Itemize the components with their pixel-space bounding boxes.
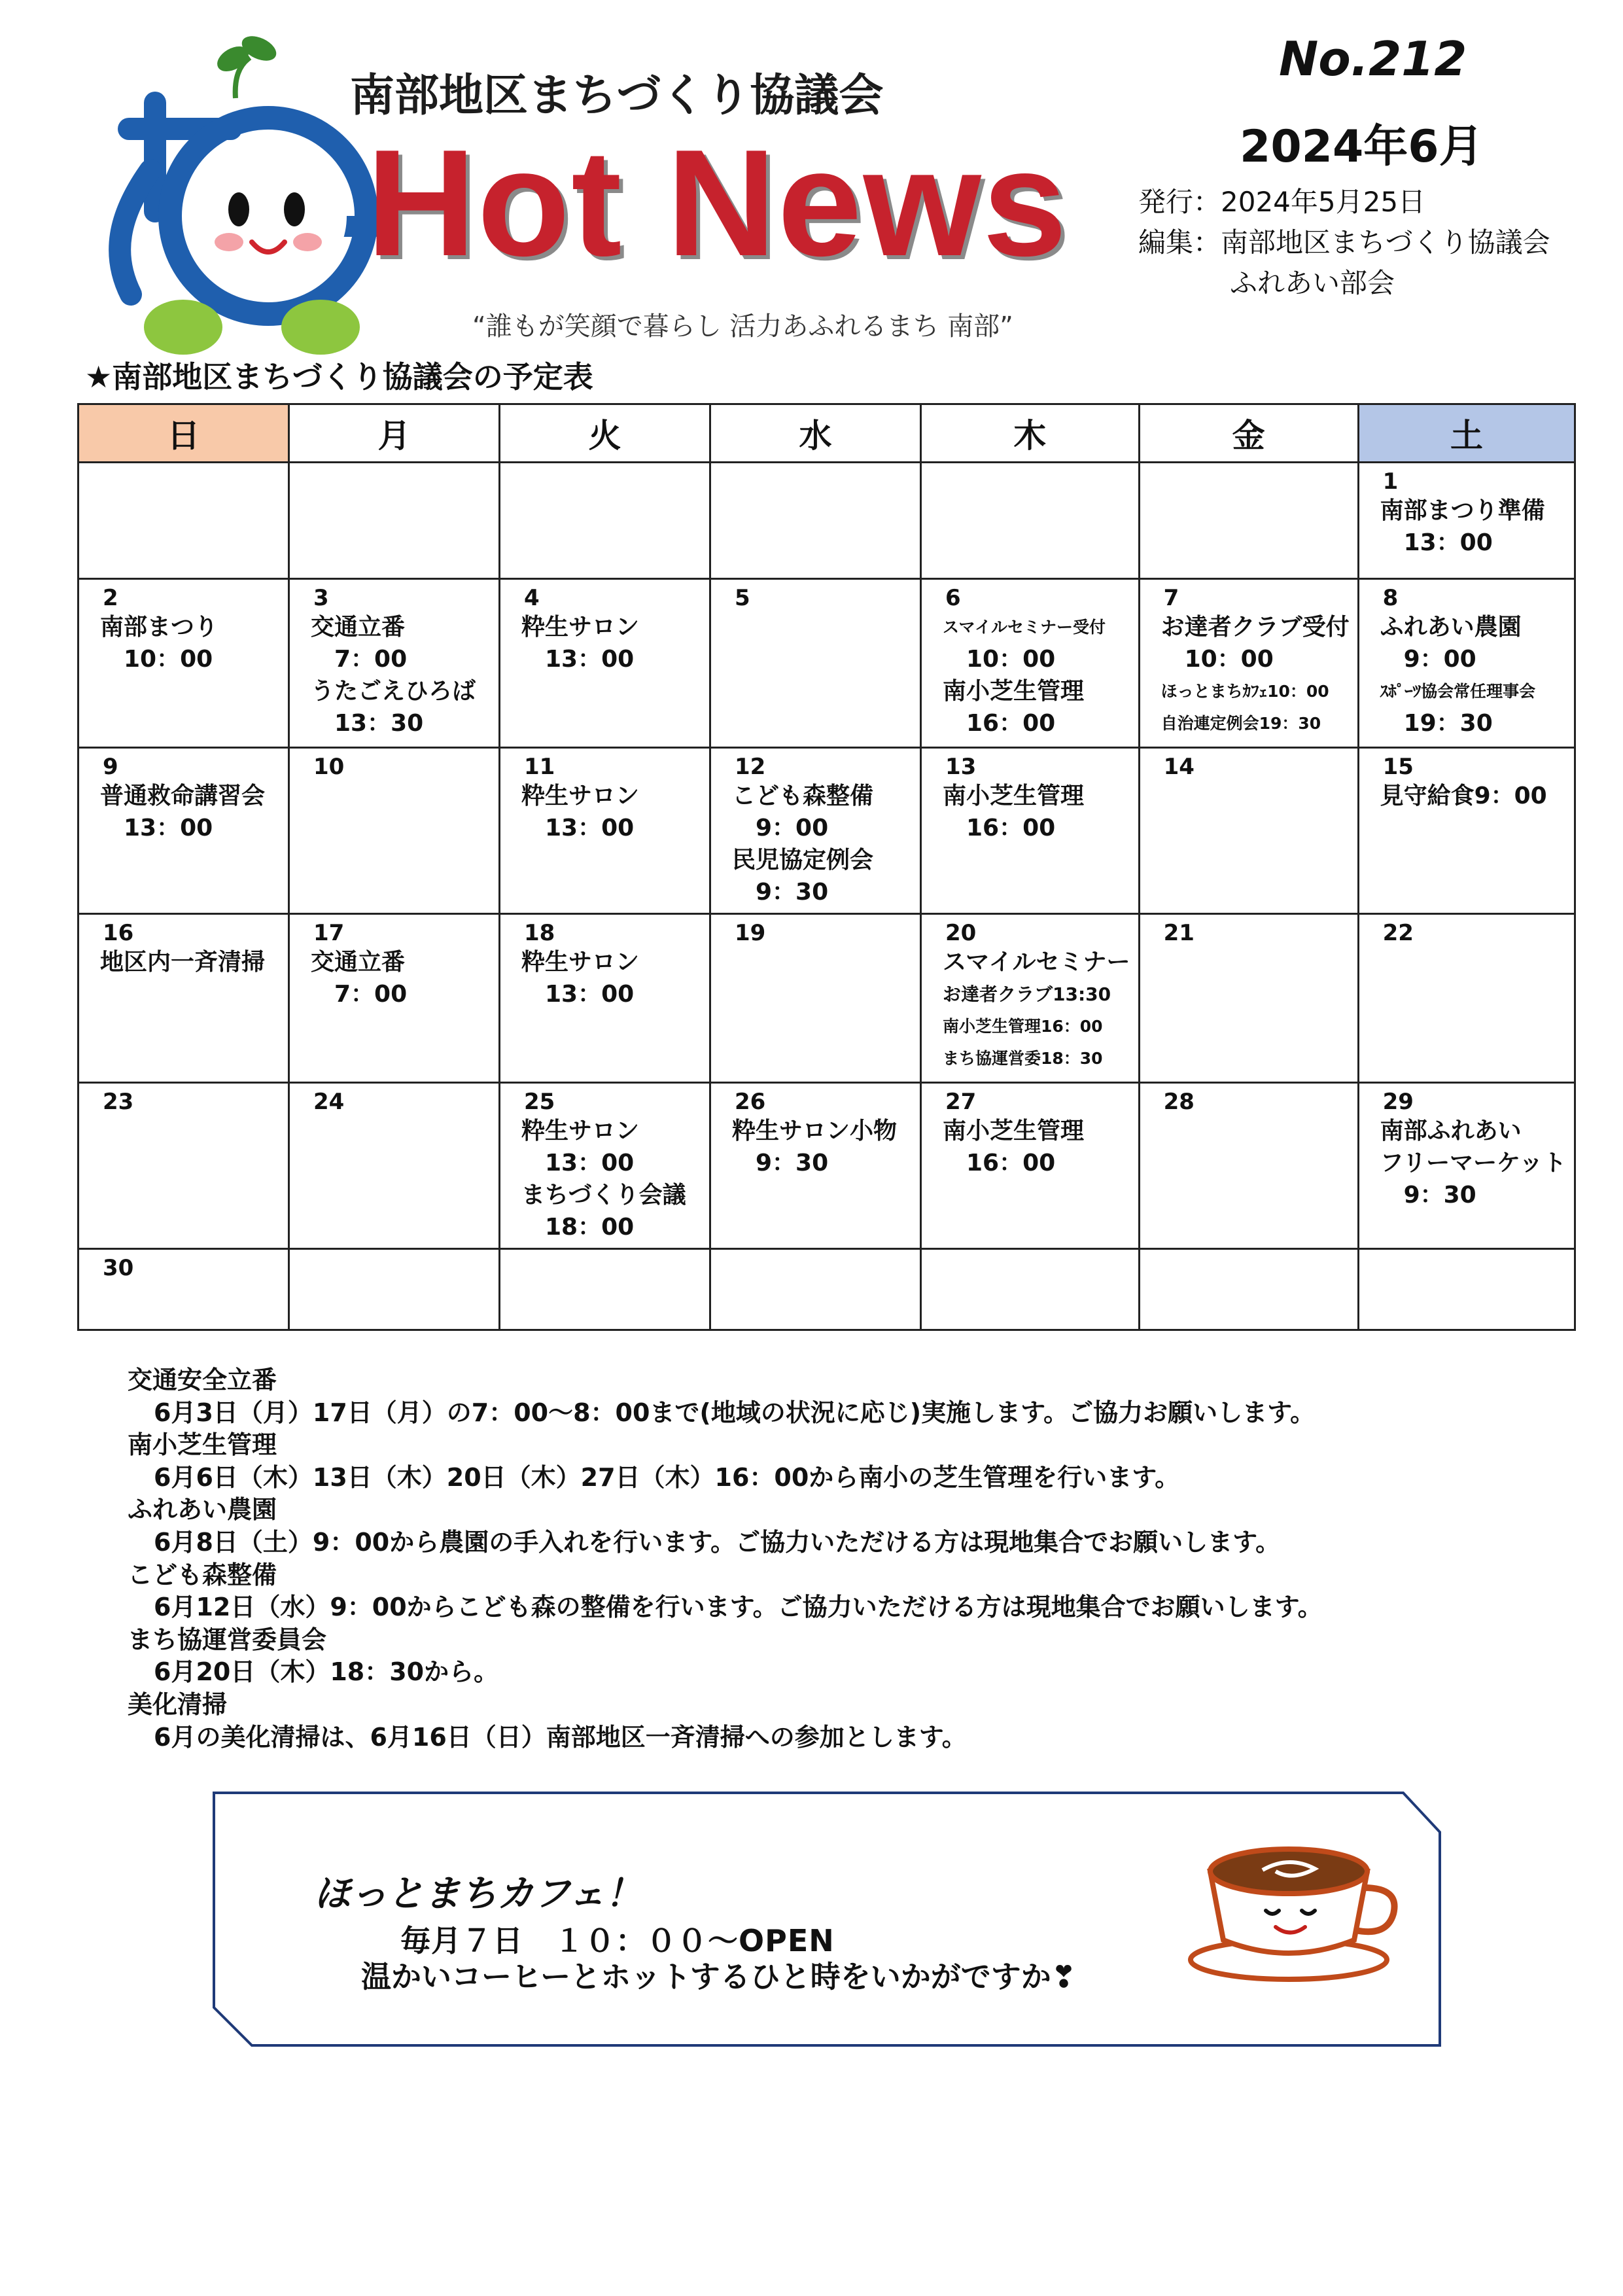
calendar-cell-content <box>711 915 920 946</box>
calendar-day-cell <box>79 579 289 748</box>
calendar-event: まち協運営委18：30 <box>943 1049 1103 1068</box>
calendar-cell-content <box>79 915 288 978</box>
calendar-day-cell <box>500 914 710 1083</box>
calendar-cell-content <box>1140 1250 1357 1255</box>
calendar-event: 南小芝生管理 <box>943 1118 1085 1144</box>
calendar-event: まちづくり会議 <box>521 1182 686 1209</box>
calendar-cell-content <box>79 1250 288 1281</box>
calendar-day-cell <box>79 914 289 1083</box>
calendar-cell-content <box>922 1084 1138 1179</box>
calendar-day-cell <box>1358 748 1575 914</box>
note-detail: 6月20日（木）18：30から。 <box>154 1657 499 1687</box>
calendar-event: 9：00 <box>756 815 829 841</box>
day-number: 2 <box>103 585 118 611</box>
calendar-cell-content <box>500 749 709 844</box>
calendar-day-cell <box>79 748 289 914</box>
calendar-event: 南小芝生管理16：00 <box>943 1017 1103 1036</box>
calendar-event: 10：00 <box>966 646 1056 673</box>
calendar-event: フリーマーケット <box>1380 1150 1567 1176</box>
calendar-week-row <box>79 1083 1575 1249</box>
calendar-event: 9：00 <box>1403 646 1476 673</box>
note-detail: 6月8日（土）9：00から農園の手入れを行います。ご協力いただける方は現地集合でお願いします。 <box>154 1527 1281 1557</box>
schedule-heading: ★南部地区まちづくり協議会の予定表 <box>85 359 593 395</box>
calendar-week-row <box>79 579 1575 748</box>
day-number: 25 <box>524 1089 555 1115</box>
day-number: 5 <box>735 585 750 611</box>
calendar-day-cell <box>921 1249 1140 1330</box>
calendar-cell-content <box>1359 1084 1575 1211</box>
calendar-cell-content <box>500 1084 709 1243</box>
note-detail: 6月6日（木）13日（木）20日（木）27日（木）16：00から南小の芝生管理を行います。 <box>154 1462 1180 1492</box>
day-number: 28 <box>1163 1089 1195 1115</box>
calendar-event: 9：30 <box>756 1150 829 1176</box>
calendar-day-cell <box>710 463 921 579</box>
calendar-cell-content <box>290 915 498 1010</box>
note-title: まち協運営委員会 <box>128 1625 327 1654</box>
calendar-day-cell <box>79 1249 289 1330</box>
calendar-day-cell <box>1139 463 1358 579</box>
calendar-event: こども森整備 <box>732 783 874 809</box>
calendar-day-cell <box>921 914 1140 1083</box>
calendar-week-row <box>79 914 1575 1083</box>
calendar-day-cell <box>289 463 500 579</box>
calendar-event: うたごえひろば <box>311 678 476 705</box>
calendar-event: ｽﾎﾟｰﾂ協会常任理事会 <box>1380 682 1536 701</box>
calendar-day-cell <box>79 463 289 579</box>
calendar-event: 16：00 <box>966 710 1056 737</box>
calendar-cell-content <box>79 463 288 468</box>
calendar-cell-content <box>290 749 498 780</box>
calendar-event: ほっとまちｶﾌｪ10：00 <box>1161 682 1329 701</box>
weekday-tuesday: 火 <box>500 404 710 463</box>
calendar-cell-content <box>1140 580 1357 739</box>
calendar-event: 9：30 <box>756 879 829 906</box>
calendar-cell-content <box>290 580 498 739</box>
calendar-event: 13：00 <box>1403 529 1493 556</box>
calendar-event: 民児協定例会 <box>732 847 874 874</box>
calendar-cell-content <box>290 463 498 468</box>
calendar-day-cell <box>710 748 921 914</box>
calendar-cell-content <box>79 749 288 844</box>
calendar-event: 南小芝生管理 <box>943 783 1085 809</box>
calendar-event: 18：00 <box>545 1214 635 1241</box>
schedule-calendar <box>77 403 1576 1331</box>
cafe-title: ほっとまちカフェ！ <box>314 1872 642 1915</box>
day-number: 19 <box>735 920 766 946</box>
day-number: 17 <box>313 920 345 946</box>
mascot-logo-icon <box>105 20 379 360</box>
calendar-event: 7：00 <box>334 981 408 1008</box>
calendar-cell-content <box>500 915 709 1010</box>
calendar-day-cell <box>289 579 500 748</box>
cafe-description <box>361 1953 1076 1996</box>
calendar-day-cell <box>289 1249 500 1330</box>
calendar-cell-content <box>922 580 1138 739</box>
cafe-description-text: 温かいコーヒーとホットするひと時をいかがですか <box>361 1959 1051 1994</box>
note-detail: 6月3日（月）17日（月）の7：00～8：00まで(地域の状況に応じ)実施します。ご協力お願いします。 <box>154 1398 1316 1427</box>
calendar-cell-content <box>1140 915 1357 946</box>
day-number: 18 <box>524 920 555 946</box>
calendar-event: 13：00 <box>545 646 635 673</box>
calendar-event: 交通立番 <box>311 614 406 641</box>
calendar-event: 粋生サロン <box>521 1118 640 1144</box>
calendar-cell-content <box>500 1250 709 1255</box>
calendar-event: スマイルセミナー <box>943 949 1130 976</box>
day-number: 9 <box>103 754 118 780</box>
cafe-schedule: 毎月７日 １０：００～OPEN <box>400 1923 835 1958</box>
published-date: 発行：2024年5月25日 <box>1138 186 1426 218</box>
calendar-cell-content <box>1359 463 1575 559</box>
calendar-event: お達者クラブ13:30 <box>943 983 1111 1005</box>
calendar-cell-content <box>1140 463 1357 468</box>
note-detail: 6月の美化清掃は、6月16日（日）南部地区一斉清掃への参加とします。 <box>154 1722 967 1752</box>
editor-line: 編集：南部地区まちづくり協議会 <box>1138 226 1550 258</box>
day-number: 1 <box>1382 468 1399 495</box>
calendar-day-cell <box>500 463 710 579</box>
day-number: 7 <box>1163 585 1179 611</box>
calendar-event: ふれあい農園 <box>1380 614 1522 641</box>
publication-info <box>1138 182 1550 304</box>
calendar-day-cell <box>79 1083 289 1249</box>
calendar-cell-content <box>500 580 709 675</box>
calendar-day-cell <box>1139 1083 1358 1249</box>
calendar-day-cell <box>1358 579 1575 748</box>
calendar-cell-content <box>711 749 920 908</box>
note-title: こども森整備 <box>128 1560 277 1589</box>
calendar-cell-content <box>922 749 1138 844</box>
calendar-event: 見守給食9：00 <box>1380 783 1547 809</box>
calendar-event: 南小芝生管理 <box>943 678 1085 705</box>
newsletter-masthead: Hot News <box>366 118 1069 288</box>
calendar-week-row <box>79 463 1575 579</box>
editor-department: ふれあい部会 <box>1230 267 1395 299</box>
day-number: 10 <box>313 754 345 780</box>
calendar-day-cell <box>921 1083 1140 1249</box>
calendar-event: スマイルセミナー受付 <box>943 618 1106 637</box>
calendar-cell-content <box>290 1250 498 1255</box>
calendar-cell-content <box>1359 1250 1575 1255</box>
calendar-cell-content <box>922 915 1138 1074</box>
calendar-cell-content <box>1140 1084 1357 1115</box>
calendar-day-cell <box>1139 914 1358 1083</box>
calendar-cell-content <box>711 463 920 468</box>
calendar-day-cell <box>710 1249 921 1330</box>
calendar-cell-content <box>1359 580 1575 739</box>
calendar-cell-content <box>711 1084 920 1179</box>
issue-month: 2024年6月 <box>1240 121 1484 173</box>
weekday-friday: 金 <box>1139 404 1358 463</box>
calendar-day-cell <box>921 579 1140 748</box>
calendar-event: 粋生サロン小物 <box>732 1118 898 1144</box>
day-number: 4 <box>524 585 540 611</box>
day-number: 26 <box>735 1089 766 1115</box>
issue-number: No.212 <box>1279 31 1467 86</box>
note-title: 交通安全立番 <box>128 1366 277 1394</box>
day-number: 16 <box>103 920 134 946</box>
calendar-cell-content <box>922 1250 1138 1255</box>
weekday-wednesday: 水 <box>710 404 921 463</box>
calendar-cell-content <box>1359 915 1575 946</box>
calendar-cell-content <box>79 580 288 675</box>
day-number: 29 <box>1382 1089 1414 1115</box>
calendar-cell-content <box>922 463 1138 468</box>
calendar-day-cell <box>289 748 500 914</box>
day-number: 13 <box>945 754 977 780</box>
calendar-event: 交通立番 <box>311 949 406 976</box>
weekday-thursday: 木 <box>921 404 1140 463</box>
day-number: 22 <box>1382 920 1414 946</box>
calendar-cell-content <box>1359 749 1575 812</box>
calendar-cell-content <box>711 1250 920 1255</box>
day-number: 14 <box>1163 754 1195 780</box>
calendar-day-cell <box>1139 1249 1358 1330</box>
organization-name: 南部地区まちづくり協議会 <box>350 70 884 122</box>
calendar-day-cell <box>500 1083 710 1249</box>
day-number: 21 <box>1163 920 1195 946</box>
note-title: 美化清掃 <box>128 1689 228 1719</box>
note-title: ふれあい農園 <box>128 1495 277 1525</box>
calendar-day-cell <box>500 579 710 748</box>
calendar-day-cell <box>921 463 1140 579</box>
day-number: 27 <box>945 1089 977 1115</box>
calendar-event: 粋生サロン <box>521 783 640 809</box>
calendar-day-cell <box>1358 1083 1575 1249</box>
calendar-event: 16：00 <box>966 1150 1056 1176</box>
calendar-day-cell <box>710 579 921 748</box>
day-number: 24 <box>313 1089 345 1115</box>
calendar-event: 普通救命講習会 <box>100 783 266 809</box>
day-number: 23 <box>103 1089 134 1115</box>
calendar-event: 粋生サロン <box>521 614 640 641</box>
coffee-cup-icon <box>1184 1826 1406 1983</box>
calendar-event: 粋生サロン <box>521 949 640 976</box>
calendar-event: お達者クラブ受付 <box>1161 614 1350 641</box>
calendar-day-cell <box>710 1083 921 1249</box>
heart-icon: ❣ <box>1051 1959 1077 1994</box>
calendar-day-cell <box>289 1083 500 1249</box>
calendar-day-cell <box>921 748 1140 914</box>
calendar-cell-content <box>79 1084 288 1115</box>
day-number: 12 <box>735 754 766 780</box>
day-number: 11 <box>524 754 555 780</box>
calendar-event: 南部ふれあい <box>1380 1118 1522 1144</box>
calendar-week-row <box>79 1249 1575 1330</box>
day-number: 15 <box>1382 754 1414 780</box>
calendar-event: 19：30 <box>1403 710 1493 737</box>
weekday-saturday: 土 <box>1358 404 1575 463</box>
calendar-day-cell <box>500 1249 710 1330</box>
calendar-day-cell <box>710 914 921 1083</box>
day-number: 8 <box>1382 585 1399 611</box>
calendar-day-cell <box>1358 1249 1575 1330</box>
calendar-event: 南部まつり準備 <box>1380 497 1545 524</box>
calendar-event: 13：30 <box>334 710 424 737</box>
calendar-day-cell <box>1139 748 1358 914</box>
note-title: 南小芝生管理 <box>128 1430 277 1460</box>
calendar-event: 13：00 <box>545 1150 635 1176</box>
calendar-event: 地区内一斉清掃 <box>100 949 266 976</box>
day-number: 30 <box>103 1255 134 1281</box>
day-number: 6 <box>945 585 961 611</box>
calendar-event: 9：30 <box>1403 1182 1476 1209</box>
calendar-cell-content <box>290 1084 498 1115</box>
calendar-cell-content <box>711 580 920 611</box>
calendar-day-cell <box>1139 579 1358 748</box>
calendar-event: 10：00 <box>124 646 213 673</box>
day-number: 3 <box>313 585 329 611</box>
day-number: 20 <box>945 920 977 946</box>
calendar-event: 南部まつり <box>100 614 218 641</box>
calendar-cell-content <box>500 463 709 468</box>
calendar-event: 16：00 <box>966 815 1056 841</box>
calendar-event: 自治連定例会19：30 <box>1161 714 1321 733</box>
event-notes <box>128 1364 1323 1754</box>
weekday-header-row <box>79 404 1575 463</box>
calendar-day-cell <box>1358 463 1575 579</box>
calendar-cell-content <box>1140 749 1357 780</box>
calendar-day-cell <box>289 914 500 1083</box>
calendar-week-row <box>79 748 1575 914</box>
calendar-day-cell <box>1358 914 1575 1083</box>
weekday-sunday: 日 <box>79 404 289 463</box>
slogan: “誰もが笑顔で暮らし 活力あふれるまち 南部” <box>472 311 1013 342</box>
calendar-day-cell <box>500 748 710 914</box>
note-detail: 6月12日（水）9：00からこども森の整備を行います。ご協力いただける方は現地集合でお願いします。 <box>154 1593 1323 1622</box>
calendar-event: 13：00 <box>124 815 213 841</box>
calendar-event: 13：00 <box>545 981 635 1008</box>
calendar-event: 13：00 <box>545 815 635 841</box>
calendar-event: 10：00 <box>1184 646 1274 673</box>
calendar-event: 7：00 <box>334 646 408 673</box>
weekday-monday: 月 <box>289 404 500 463</box>
